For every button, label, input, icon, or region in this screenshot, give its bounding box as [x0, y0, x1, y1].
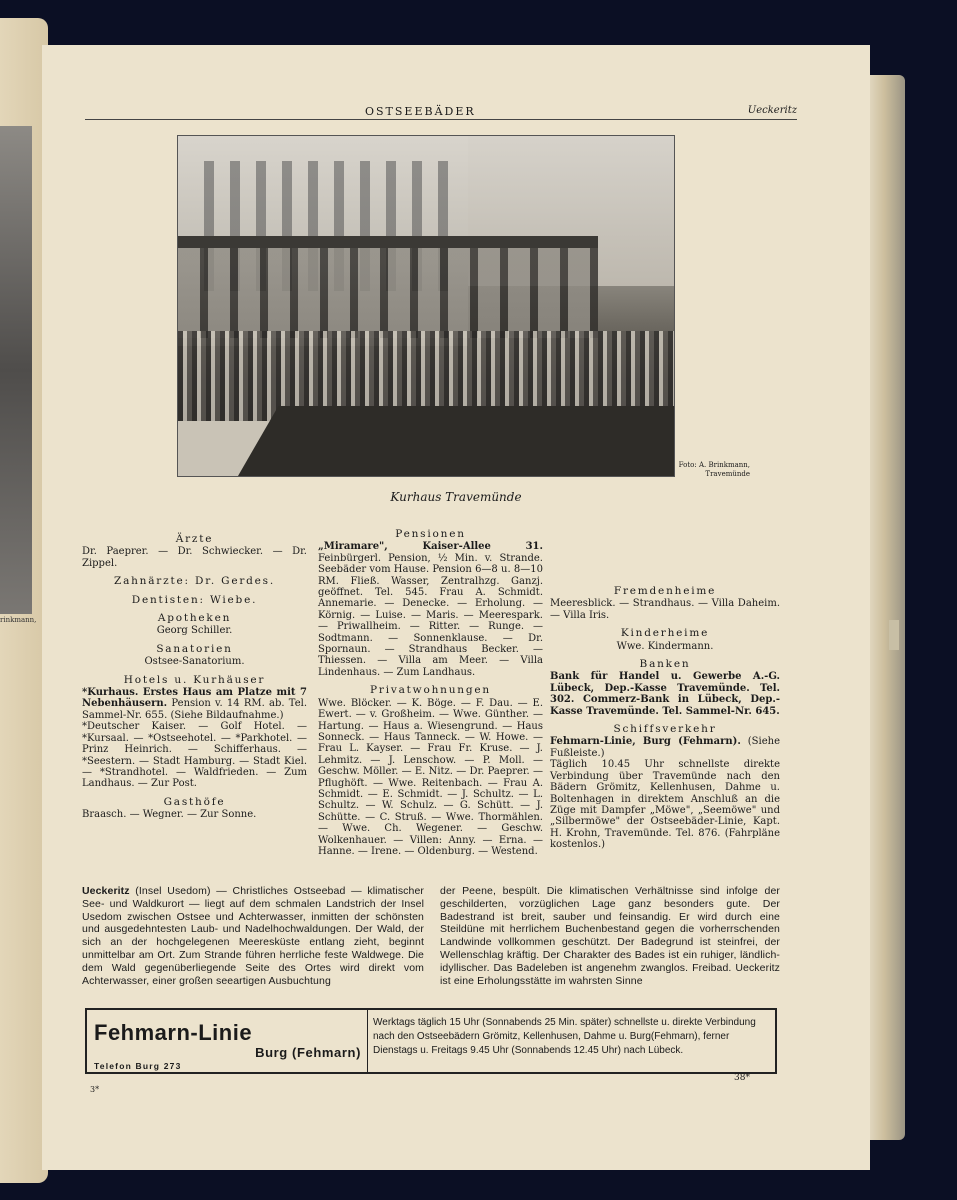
article-title: Ueckeritz — [82, 885, 130, 897]
listing-column-3 — [550, 521, 780, 851]
folio-left: 3* — [90, 1085, 100, 1094]
section-title-dentisten: Dentisten: Wiebe. — [131, 593, 258, 606]
bookmark-tab — [889, 620, 899, 650]
apotheken-text: Georg Schiller. — [156, 625, 233, 637]
article-left-text: (Insel Usedom) — Christliches Ostseebad — klimatischer See- und Waldkurort — liegt auf dem schmalen Landstrich der Insel Usedom zwischen Ostsee und Achterwasser, inmitten der schönsten und ausgedehntesten Laub- und Nadelhochwaldungen. Der Wald, der sich an der hochgelegenen Meeresküste entlang zieht, beginnt unmittelbar am Ort. Zum Strande führen herrliche feste Waldwege. Die dem Wald gegenüberliegende Seite des Ortes wird direkt vom Achterwasser, einer großen seeartigen Ausbuchtung — [82, 885, 424, 987]
sanatorien-text: Ostsee-Sanatorium. — [144, 656, 245, 668]
hotels-entry-rest: Pension v. 14 RM. ab. Tel. Sammel-Nr. 655. (Siehe Bildaufnahme.) — [82, 698, 307, 721]
section-title-gasthoefe: Gasthöfe — [163, 795, 226, 808]
photo-awning — [178, 236, 598, 248]
ad-text: Werktags täglich 15 Uhr (Sonnabends 25 Min. später) schnellste u. direkte Verbindung nach den Ostseebädern Grömitz, Kellenhusen, Dahme u. Burg(Fehmarn), ferner Dienstags u. Freitags 9.45 Uhr (Sonnabends 12.45 Uhr) nach Lübeck. — [373, 1017, 756, 1056]
fremdenheime-text: Meeresblick. — Strandhaus. — Villa Daheim. — Villa Iris. — [550, 598, 780, 621]
hotels-entry-bold: *Kurhaus. Erstes Haus am Platze mit 7 Nebenhäusern. — [82, 687, 307, 710]
hotels-list: *Deutscher Kaiser. — Golf Hotel. — *Kursaal. — *Ostseehotel. — *Parkhotel. — Prinz Heinrich. — Schifferhaus. — *Seestern. — Stadt Hamburg. — Stadt Kiel. — *Strandhotel. — Waldfrieden. — Zum Landhaus. — Zur Post. — [82, 721, 307, 790]
gasthoefe-text: Braasch. — Wegner. — Zur Sonne. — [82, 809, 257, 821]
schiffsverkehr-note: (Siehe Fußleiste.) — [550, 736, 781, 759]
running-head — [85, 105, 797, 120]
facing-page-photo — [0, 126, 32, 614]
article-ueckeritz-right: der Peene, bespült. Die klimatischen Verhältnisse sind infolge der geschilderten, vorzüglichen Lage ganz besonders gute. Der Badestrand ist breit, sauber und feinsandig. Er wird durch eine Steildüne mit herrlichem Buchenbestand gegen die vorherrschenden Landwinde vollkommen geschützt. Der Badegrund ist steinfrei, der Wellenschlag kräftig. Der Charakter des Bades ist ein ruhiger, ländlich-idyllischer. Das Badeleben ist angenehm zwanglos. Freibad. Ueckeritz ist eine Erholungsstätte im wahrsten Sinne — [440, 885, 780, 987]
photo-lawn — [238, 406, 675, 476]
section-title-zahnaerzte: Zahnärzte: Dr. Gerdes. — [113, 575, 276, 588]
folio-right: 38* — [734, 1073, 750, 1083]
privatwohnungen-text: Wwe. Blöcker. — K. Böge. — F. Dau. — E. Ewert. — v. Großheim. — Wwe. Günther. — Hartung. — Haus a. Wiesengrund. — Haus Sonneck. — Haus Tanneck. — W. Howe. — Frau L. Kayser. — Frau Fr. Kruse. — J. Lehmitz. — J. Lenschow. — P. Moll. — Geschw. Möller. — E. Nitz. — Dr. Paeprer. — Pflughöft. — Wwe. Reitenbach. — Frau A. Schmidt. — E. Schmidt. — J. Schultz. — L. Schultz. — W. Schulz. — G. Schütt. — J. Schütte. — C. Struß. — Wwe. Thormählen. — Wwe. Ch. Wegener. — Geschw. Wolkenhauer. — Villen: Anny. — Erna. — Hanne. — Irene. — Oldenburg. — Westend. — [318, 697, 543, 857]
section-title-apotheken: Apotheken — [157, 612, 232, 625]
fehmarn-linie-advertisement — [85, 1008, 777, 1074]
kurhaus-photo — [177, 135, 675, 477]
aerzte-text: Dr. Paeprer. — Dr. Schwiecker. — Dr. Zippel. — [82, 546, 307, 569]
photo-credit: Foto: A. Brinkmann, Travemünde — [678, 461, 750, 478]
running-head-place: Ueckeritz — [747, 105, 797, 116]
facing-page — [0, 18, 48, 1183]
section-title-pensionen: Pensionen — [395, 528, 466, 540]
section-title-banken: Banken — [639, 658, 691, 671]
column-3-continuation-space — [550, 521, 780, 579]
banken-text: Bank für Handel u. Gewerbe A.-G. Lübeck, Dep.-Kasse Travemünde. Tel. 302. Commerz-Bank in Lübeck, Dep.-Kasse Travemünde. Tel. Sammel-Nr. 645. — [550, 671, 780, 717]
running-head-title: OSTSEEBÄDER — [365, 105, 476, 118]
photo-veranda — [178, 248, 598, 338]
hotels-entry — [82, 687, 307, 721]
listing-column-2 — [318, 529, 543, 857]
section-title-hotels: Hotels u. Kurhäuser — [123, 673, 266, 686]
section-title-sanatorien: Sanatorien — [156, 642, 233, 655]
section-title-privatwohnungen: Privatwohnungen — [370, 684, 491, 697]
schiffsverkehr-text: Täglich 10.45 Uhr schnellste direkte Verbindung über Travemünde nach den Bädern Grömitz, Kellenhusen, Dahme u. Boltenhagen in direktem Anschluß an die Züge mit Dampfer „Möwe", „Seemöwe" und „Silbermöwe" der Ostseebäder-Linie, Kapt. H. Krohn, Travemünde. Tel. 876. (Fahrpläne kostenlos.) — [550, 759, 780, 851]
ad-place: Burg (Fehmarn) — [255, 1045, 361, 1060]
section-title-schiffsverkehr: Schiffsverkehr — [613, 723, 717, 736]
schiffsverkehr-entry — [550, 736, 780, 759]
pensionen-bold: „Miramare", Kaiser-Allee 31. — [318, 541, 543, 553]
pensionen-rest: Feinbürgerl. Pension, ½ Min. v. Strande. Seebäder vom Hause. Pension 6—8 u. 8—10 RM. Fließ. Wasser, Zentralhzg. Ganzj. geöffnet. Tel. 545. Frau A. Schmidt. Annemarie. — Denecke. — Erholung. — Körnig. — Luise. — Maris. — Meerespark. — Priwallheim. — Ritter. — Runge. — Sodtmann. — Sonnenklause. — Dr. Spornaun. — Strandhaus Becker. — Thiessen. — Villa am Meer. — Villa Lindenhaus. — Zum Landhaus. — [318, 552, 543, 678]
ad-brand: Fehmarn-Linie — [94, 1020, 253, 1045]
facing-page-caption: rinkmann, — [0, 616, 37, 624]
section-title-kinderheime: Kinderheime — [620, 627, 710, 640]
article-ueckeritz-left — [82, 885, 424, 987]
photo-caption: Kurhaus Travemünde — [390, 490, 522, 504]
section-title-aerzte: Ärzte — [175, 533, 214, 545]
listing-column-1 — [82, 527, 307, 821]
ad-brand-block — [87, 1010, 368, 1072]
section-title-fremdenheime: Fremdenheime — [613, 585, 717, 597]
schiffsverkehr-bold: Fehmarn-Linie, Burg (Fehmarn). — [550, 736, 741, 748]
book-page — [42, 45, 870, 1170]
ad-phone: Telefon Burg 273 — [94, 1061, 182, 1071]
pensionen-text — [318, 541, 543, 678]
kinderheime-text: Wwe. Kindermann. — [616, 640, 714, 652]
